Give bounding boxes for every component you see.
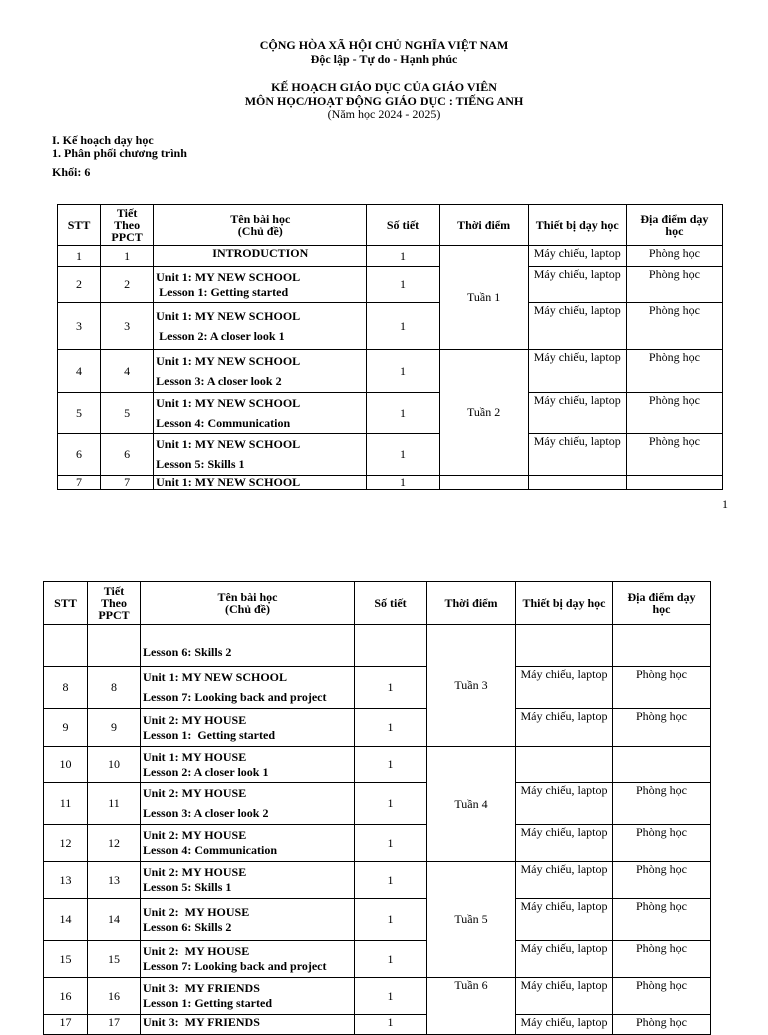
grade-label: Khối: 6	[52, 165, 91, 179]
cell-equipment: Máy chiếu, laptop	[516, 899, 613, 941]
cell-stt: 3	[58, 303, 101, 350]
cell-lesson: Unit 1: MY NEW SCHOOL Lesson 2: A closer look 1	[154, 303, 367, 350]
cell-stt: 1	[58, 246, 101, 267]
subject-title: MÔN HỌC/HOẠT ĐỘNG GIÁO DỤC : TIẾNG ANH	[244, 94, 524, 108]
cell-equipment: Máy chiếu, laptop	[516, 709, 613, 747]
cell-equipment: Máy chiếu, laptop	[528, 267, 626, 303]
cell-periods	[355, 625, 427, 667]
cell-periods: 1	[367, 246, 439, 267]
cell-location: Phòng học	[613, 667, 711, 709]
cell-equipment: Máy chiếu, laptop	[516, 1015, 613, 1035]
cell-location: Phòng học	[613, 978, 711, 1015]
table-row	[58, 350, 723, 393]
cell-stt: 9	[44, 709, 88, 747]
cell-lesson: Unit 1: MY NEW SCHOOL Lesson 4: Communication	[154, 393, 367, 434]
col-header-location: Địa điểm dạy học	[613, 582, 711, 625]
cell-lesson: INTRODUCTION	[154, 246, 367, 267]
cell-tiet: 6	[101, 434, 154, 476]
cell-tiet: 9	[88, 709, 141, 747]
cell-tiet: 11	[88, 783, 141, 825]
col-header-periods: Số tiết	[355, 582, 427, 625]
cell-periods: 1	[355, 899, 427, 941]
cell-tiet: 7	[101, 476, 154, 490]
cell-tiet: 5	[101, 393, 154, 434]
cell-periods: 1	[367, 434, 439, 476]
cell-periods: 1	[367, 350, 439, 393]
col-header-tiet: Tiết Theo PPCT	[101, 205, 154, 246]
cell-week: Tuần 3	[427, 625, 516, 747]
table-row	[44, 667, 711, 709]
cell-periods: 1	[355, 978, 427, 1015]
cell-tiet: 12	[88, 825, 141, 862]
cell-lesson: Unit 2: MY HOUSE Lesson 4: Communication	[141, 825, 355, 862]
cell-tiet: 13	[88, 862, 141, 899]
cell-periods: 1	[367, 476, 439, 490]
cell-stt: 10	[44, 747, 88, 783]
cell-lesson: Unit 1: MY NEW SCHOOL Lesson 5: Skills 1	[154, 434, 367, 476]
cell-equipment: Máy chiếu, laptop	[528, 246, 626, 267]
cell-location: Phòng học	[613, 862, 711, 899]
country-name: CỘNG HÒA XÃ HỘI CHỦ NGHĨA VIỆT NAM	[259, 38, 509, 52]
table-row	[58, 246, 723, 267]
cell-location: Phòng học	[626, 267, 722, 303]
cell-location: Phòng học	[626, 303, 722, 350]
cell-tiet: 3	[101, 303, 154, 350]
cell-periods: 1	[355, 747, 427, 783]
col-header-location: Địa điểm dạy học	[626, 205, 722, 246]
cell-equipment: Máy chiếu, laptop	[516, 941, 613, 978]
cell-location: Phòng học	[626, 393, 722, 434]
cell-tiet	[88, 625, 141, 667]
cell-equipment	[528, 476, 626, 490]
cell-location: Phòng học	[626, 350, 722, 393]
cell-stt: 15	[44, 941, 88, 978]
cell-tiet: 16	[88, 978, 141, 1015]
cell-lesson: Unit 2: MY HOUSE Lesson 1: Getting started	[141, 709, 355, 747]
table-row	[44, 747, 711, 783]
cell-stt: 5	[58, 393, 101, 434]
cell-stt: 12	[44, 825, 88, 862]
cell-stt: 8	[44, 667, 88, 709]
cell-tiet: 2	[101, 267, 154, 303]
cell-location: Phòng học	[613, 709, 711, 747]
cell-stt: 13	[44, 862, 88, 899]
cell-location: Phòng học	[613, 783, 711, 825]
cell-week: Tuần 1	[439, 246, 528, 350]
cell-periods: 1	[355, 825, 427, 862]
table-row	[44, 709, 711, 747]
cell-periods: 1	[355, 783, 427, 825]
cell-lesson: Unit 2: MY HOUSE Lesson 6: Skills 2	[141, 899, 355, 941]
col-header-time: Thời điểm	[439, 205, 528, 246]
col-header-equipment: Thiết bị dạy học	[528, 205, 626, 246]
col-header-lesson: Tên bài học (Chủ đề)	[141, 582, 355, 625]
table-row	[44, 783, 711, 825]
cell-tiet: 15	[88, 941, 141, 978]
cell-stt: 2	[58, 267, 101, 303]
table-row	[58, 476, 723, 490]
cell-periods: 1	[355, 667, 427, 709]
cell-location: Phòng học	[613, 1015, 711, 1035]
cell-stt: 14	[44, 899, 88, 941]
cell-periods: 1	[367, 303, 439, 350]
document-title: KẾ HOẠCH GIÁO DỤC CỦA GIÁO VIÊN	[271, 80, 497, 94]
table-row	[44, 625, 711, 667]
cell-stt: 4	[58, 350, 101, 393]
col-header-stt: STT	[44, 582, 88, 625]
cell-tiet: 1	[101, 246, 154, 267]
cell-periods: 1	[367, 393, 439, 434]
cell-lesson: Unit 3: MY FRIENDS Lesson 1: Getting started	[141, 978, 355, 1015]
cell-lesson: Unit 1: MY NEW SCHOOL Lesson 3: A closer look 2	[154, 350, 367, 393]
table-row	[44, 1015, 711, 1035]
table-row	[58, 303, 723, 350]
cell-location: Phòng học	[613, 941, 711, 978]
section-heading-plan: I. Kế hoạch dạy học	[52, 133, 154, 147]
cell-equipment: Máy chiếu, laptop	[528, 434, 626, 476]
table-row	[44, 941, 711, 978]
cell-equipment: Máy chiếu, laptop	[528, 393, 626, 434]
curriculum-table-page-1	[57, 204, 723, 490]
cell-equipment	[516, 747, 613, 783]
cell-lesson: Lesson 6: Skills 2	[141, 625, 355, 667]
cell-equipment: Máy chiếu, laptop	[516, 783, 613, 825]
col-header-lesson: Tên bài học (Chủ đề)	[154, 205, 367, 246]
table-row	[44, 825, 711, 862]
cell-tiet: 8	[88, 667, 141, 709]
cell-lesson: Unit 1: MY NEW SCHOOL Lesson 7: Looking back and project	[141, 667, 355, 709]
cell-stt: 16	[44, 978, 88, 1015]
curriculum-table-page-2	[43, 581, 711, 1035]
cell-week: Tuần 6	[427, 978, 516, 1035]
cell-location: Phòng học	[613, 825, 711, 862]
col-header-time: Thời điểm	[427, 582, 516, 625]
cell-lesson: Unit 1: MY HOUSE Lesson 2: A closer look 1	[141, 747, 355, 783]
cell-equipment	[516, 625, 613, 667]
table-row	[58, 434, 723, 476]
table-row	[58, 393, 723, 434]
cell-week	[439, 476, 528, 490]
col-header-tiet: Tiết Theo PPCT	[88, 582, 141, 625]
cell-stt: 11	[44, 783, 88, 825]
cell-lesson: Unit 2: MY HOUSE Lesson 3: A closer look 2	[141, 783, 355, 825]
table-row	[44, 862, 711, 899]
cell-lesson: Unit 1: MY NEW SCHOOL Lesson 1: Getting started	[154, 267, 367, 303]
cell-tiet: 17	[88, 1015, 141, 1035]
col-header-stt: STT	[58, 205, 101, 246]
cell-lesson: Unit 2: MY HOUSE Lesson 7: Looking back and project	[141, 941, 355, 978]
cell-lesson: Unit 2: MY HOUSE Lesson 5: Skills 1	[141, 862, 355, 899]
cell-location: Phòng học	[626, 434, 722, 476]
cell-location	[626, 476, 722, 490]
page-number: 1	[722, 497, 728, 511]
school-year: (Năm học 2024 - 2025)	[327, 107, 441, 121]
cell-tiet: 14	[88, 899, 141, 941]
cell-periods: 1	[355, 1015, 427, 1035]
cell-location: Phòng học	[626, 246, 722, 267]
cell-location	[613, 747, 711, 783]
cell-lesson: Unit 1: MY NEW SCHOOL	[154, 476, 367, 490]
cell-tiet: 10	[88, 747, 141, 783]
table-header-row	[44, 582, 711, 625]
cell-lesson: Unit 3: MY FRIENDS	[141, 1015, 355, 1035]
cell-equipment: Máy chiếu, laptop	[516, 825, 613, 862]
cell-stt: 6	[58, 434, 101, 476]
cell-location	[613, 625, 711, 667]
cell-equipment: Máy chiếu, laptop	[516, 978, 613, 1015]
cell-periods: 1	[355, 709, 427, 747]
cell-equipment: Máy chiếu, laptop	[528, 350, 626, 393]
cell-periods: 1	[367, 267, 439, 303]
cell-week: Tuần 4	[427, 747, 516, 862]
section-heading-distribution: 1. Phân phối chương trình	[52, 146, 187, 160]
table-row	[58, 267, 723, 303]
cell-equipment: Máy chiếu, laptop	[516, 862, 613, 899]
cell-stt: 17	[44, 1015, 88, 1035]
cell-tiet: 4	[101, 350, 154, 393]
table-row	[44, 899, 711, 941]
cell-periods: 1	[355, 862, 427, 899]
cell-periods: 1	[355, 941, 427, 978]
cell-week: Tuần 2	[439, 350, 528, 476]
table-header-row	[58, 205, 723, 246]
cell-week: Tuần 5	[427, 862, 516, 978]
cell-stt	[44, 625, 88, 667]
national-motto: Độc lập - Tự do - Hạnh phúc	[310, 52, 458, 66]
col-header-equipment: Thiết bị dạy học	[516, 582, 613, 625]
cell-equipment: Máy chiếu, laptop	[516, 667, 613, 709]
cell-stt: 7	[58, 476, 101, 490]
table-row	[44, 978, 711, 1015]
cell-equipment: Máy chiếu, laptop	[528, 303, 626, 350]
cell-location: Phòng học	[613, 899, 711, 941]
col-header-periods: Số tiết	[367, 205, 439, 246]
